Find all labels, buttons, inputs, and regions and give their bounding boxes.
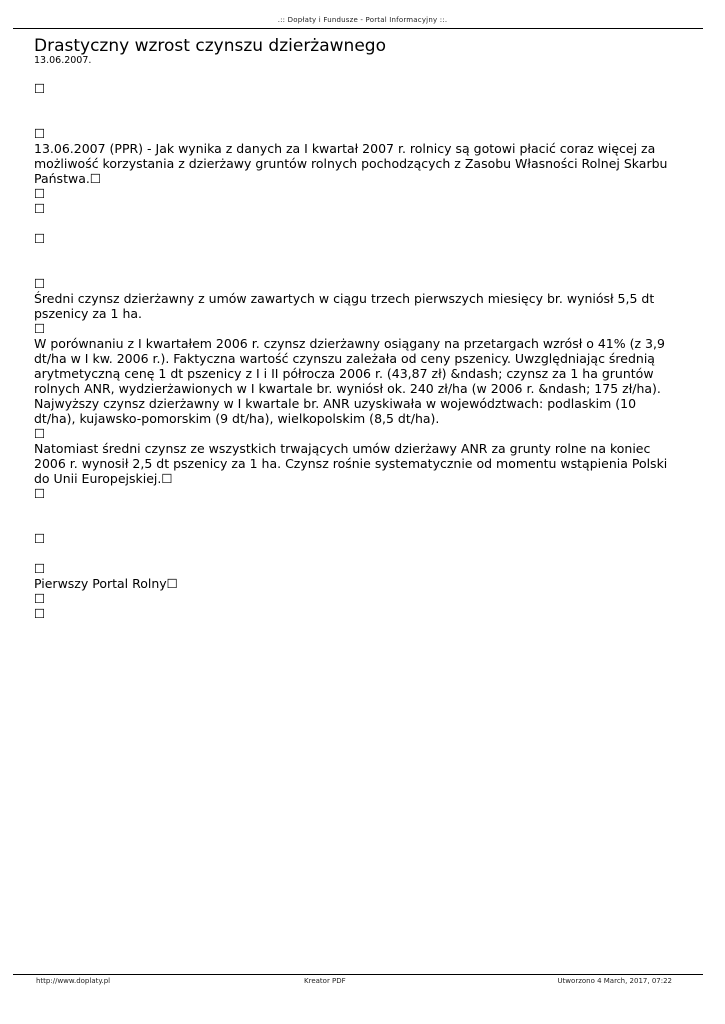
article bbox=[34, 36, 674, 621]
article-paragraph-1: Średni czynsz dzierżawny z umów zawartych w ciągu trzech pierwszych miesięcy br. wyniósł 5,5 dt pszenicy za 1 ha. bbox=[34, 291, 655, 321]
footer-divider bbox=[13, 974, 703, 975]
article-lead: 13.06.2007 (PPR) - Jak wynika z danych za I kwartał 2007 r. rolnicy są gotowi płacić coraz więcej za możliwość korzystania z dzierżawy gruntów rolnych pochodzących z Zasobu Własności Rolnej Skarbu Państwa.☐ bbox=[34, 141, 668, 186]
placeholder-box: ☐ bbox=[34, 321, 46, 336]
placeholder-box: ☐ bbox=[34, 591, 46, 606]
article-paragraph-2: W porównaniu z I kwartałem 2006 r. czynsz dzierżawny osiągany na przetargach wzrósł o 41% (z 3,9 dt/ha w I kw. 2006 r.). Faktyczna wartość czynszu zależała od ceny pszenicy. Uwzględniając średnią arytmetyczną cenę 1 dt pszenicy z I i II półrocza 2006 r. (43,87 zł) &ndash; czynsz za 1 ha gruntów rolnych ANR, wydzierżawionych w I kwartale br. wyniósł ok. 240 zł/ha (w 2006 r. &ndash; 175 zł/ha). Najwyższy czynsz dzierżawny w I kwartale br. ANR uzyskiwała w województwach: podlaskim (10 dt/ha), kujawsko-pomorskim (9 dt/ha), wielkopolskim (8,5 dt/ha). bbox=[34, 336, 665, 426]
placeholder-box: ☐ bbox=[34, 531, 46, 546]
placeholder-box: ☐ bbox=[34, 606, 46, 621]
placeholder-box: ☐ bbox=[34, 201, 46, 216]
footer-url: http://www.doplaty.pl bbox=[36, 977, 111, 985]
placeholder-box: ☐ bbox=[34, 426, 46, 441]
placeholder-box: ☐ bbox=[34, 561, 46, 576]
article-paragraph-3: Natomiast średni czynsz ze wszystkich trwających umów dzierżawy ANR za grunty rolne na koniec 2006 r. wynosił 2,5 dt pszenicy za 1 ha. Czynsz rośnie systematycznie od momentu wstąpienia Polski do Unii Europejskiej.☐ bbox=[34, 441, 668, 486]
placeholder-box: ☐ bbox=[34, 486, 46, 501]
placeholder-box: ☐ bbox=[34, 186, 46, 201]
site-header-title: .:: Dopłaty i Fundusze - Portal Informacyjny ::. bbox=[277, 16, 448, 24]
footer-created: Utworzono 4 March, 2017, 07:22 bbox=[557, 977, 672, 985]
article-source: Pierwszy Portal Rolny☐ bbox=[34, 576, 178, 591]
article-title: Drastyczny wzrost czynszu dzierżawnego bbox=[34, 36, 386, 56]
placeholder-box: ☐ bbox=[34, 81, 46, 96]
placeholder-box: ☐ bbox=[34, 231, 46, 246]
placeholder-box: ☐ bbox=[34, 126, 46, 141]
article-date: 13.06.2007. bbox=[34, 55, 92, 66]
footer-generator: Kreator PDF bbox=[304, 977, 346, 985]
placeholder-box: ☐ bbox=[34, 276, 46, 291]
header-divider bbox=[13, 28, 703, 29]
